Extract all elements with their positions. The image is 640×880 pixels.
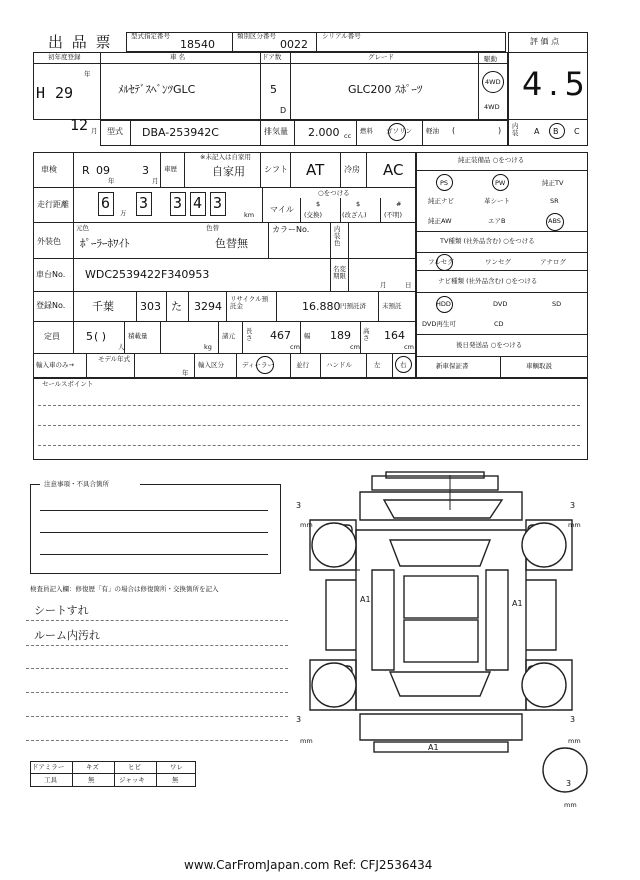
interior-b: B (553, 127, 559, 136)
damage-mark: A1 (428, 743, 439, 752)
import-class-label: 輸入区分 (198, 361, 224, 369)
unknown-label: (不明) (384, 211, 403, 219)
left-label: 左 (374, 361, 381, 369)
length-label: 長さ (246, 327, 253, 342)
tire-unit: mm (300, 521, 313, 529)
doors-label: ドア数 (262, 53, 282, 61)
capacity-label: 定員 (44, 332, 60, 341)
model-label: 型式 (107, 127, 123, 136)
equip-leather: 革シート (484, 197, 510, 205)
tools-cell: ジャッキ (119, 776, 145, 784)
make-value: ﾒﾙｾﾃﾞｽﾍﾞﾝﾂGLC (118, 83, 196, 96)
class-label: 類別区分番号 (237, 32, 276, 40)
capacity-value: 5 (86, 330, 93, 343)
fuel-label: 燃料 (360, 127, 373, 135)
mileage-digit: 3 (139, 194, 149, 212)
inspector-label: 検査員記入欄：修復歴「有」の場合は修復箇所・交換箇所を記入 (30, 585, 219, 593)
nav-sd: SD (552, 300, 562, 308)
tv-oneseg: ワンセグ (485, 258, 511, 266)
mileage-digit: 3 (173, 194, 183, 212)
doors-value: 5 (270, 83, 277, 96)
orig-color-label: 元色 (76, 224, 89, 232)
namechange-month: 月 (380, 281, 387, 289)
disp-label: 排気量 (264, 127, 288, 136)
color-label: 外装色 (37, 237, 61, 246)
month-mark: 月 (91, 127, 98, 135)
equip-airbag: エアB (488, 217, 506, 225)
inspection-month: 3 (142, 164, 149, 177)
chassis-label: 車台No. (36, 270, 66, 279)
model-value: DBA-253942C (142, 126, 219, 139)
interior-label: 内装 (512, 122, 519, 137)
equip-ps: PS (440, 179, 449, 187)
equip-aw: 純正AW (428, 217, 452, 225)
orig-color-value: ﾎﾟｰﾗｰﾎﾜｲﾄ (80, 237, 130, 250)
tools-cell: 工具 (44, 776, 57, 784)
damage-mark: A1 (360, 595, 371, 604)
use-note: ※未記入は自家用 (200, 153, 251, 161)
ac-label: 冷房 (344, 165, 360, 174)
mileage-digit: 3 (213, 194, 223, 212)
tire-depth-spare: 3 (566, 779, 572, 788)
score-value: 4.5 (522, 65, 591, 103)
tools-cell: 無 (172, 776, 179, 784)
equip-pw: PW (495, 179, 506, 187)
tire-unit: mm (564, 801, 577, 809)
equipment-header: 純正装備品 ○をつける (458, 156, 525, 164)
change-label: 色替 (206, 224, 219, 232)
oil-paren-open: ( (452, 126, 456, 135)
tire-depth-fl: 3 (296, 501, 302, 510)
type-label: 型式指定番号 (131, 32, 170, 40)
namechange-day: 日 (405, 281, 412, 289)
grade-label: グレード (368, 53, 394, 61)
first-reg-era: H (36, 84, 46, 102)
nav-dvd: DVD (493, 300, 508, 308)
grade-value: GLC200 ｽﾎﾟｰﾂ (348, 83, 423, 96)
tire-depth-rl: 3 (296, 715, 302, 724)
make-label: 車 名 (170, 53, 186, 61)
oil-paren-close: ) (498, 126, 502, 135)
intcolor-label: 内装色 (334, 225, 341, 247)
later-header: 後日発送品 ○をつける (456, 341, 523, 349)
mileage-label: 走行距離 (37, 200, 69, 209)
recycle-value: 16.880 (302, 300, 341, 313)
model-year-unit: 年 (182, 369, 189, 377)
tire-depth-fr: 3 (570, 501, 576, 510)
tools-header: ヒビ (128, 763, 141, 771)
drive-label: 駆動 (484, 55, 497, 63)
equip-nav: 純正ナビ (428, 197, 454, 205)
tools-header: ドアミラー (32, 763, 65, 771)
defects-label: 注意事項・不具合箇所 (44, 480, 109, 488)
capacity-paren: ( ) (94, 330, 107, 343)
dims-label: 諸元 (222, 332, 235, 340)
use-label: 車歴 (164, 165, 177, 173)
import-label: 輸入車のみ→ (36, 361, 74, 369)
footer-reference: www.CarFromJapan.com Ref: CFJ2536434 (184, 858, 433, 872)
model-year-label: モデル年式 (98, 355, 131, 363)
tools-header: ワレ (170, 763, 183, 771)
height-label: 高さ (363, 327, 370, 342)
tv-header: TV種類 (社外品含む) ○をつける (440, 237, 535, 245)
first-reg-month: 12 (70, 116, 89, 134)
circle-note: ○をつける (318, 189, 350, 197)
equip-abs: ABS (548, 217, 561, 225)
tools-cell: 無 (88, 776, 95, 784)
unknown-mark: # (396, 200, 402, 208)
mileage-digit: 4 (193, 194, 203, 212)
tire-unit: mm (568, 521, 581, 529)
length-unit: cm (290, 343, 300, 351)
shift-value: AT (306, 161, 325, 179)
interior-c: C (574, 127, 580, 136)
capacity-unit: 人 (118, 343, 125, 351)
tv-fullseg: フルセグ (428, 258, 454, 266)
load-unit: kg (204, 343, 212, 351)
year-mark: 年 (84, 70, 91, 78)
drive-circled: 4WD (485, 78, 501, 86)
drive-value: 4WD (484, 103, 500, 111)
doors-d: D (280, 106, 287, 115)
reg-kana: た (171, 300, 182, 313)
tamper-mark: $ (356, 200, 361, 208)
later-warranty: 新車保証書 (436, 362, 469, 370)
nav-cd: CD (494, 320, 504, 328)
disp-unit: cc (344, 132, 352, 140)
tamper-label: (改ざん) (342, 211, 367, 219)
length-value: 467 (270, 329, 291, 342)
fuel-value: ガソリン (386, 127, 412, 135)
recycle-label: リサイクル預託金 (230, 295, 269, 311)
nav-hdd: HDD (436, 300, 451, 308)
mileage-km-unit: km (244, 211, 255, 219)
namechange-label: 名変期限 (333, 265, 346, 280)
tv-analog: アナログ (540, 258, 566, 266)
height-value: 164 (384, 329, 405, 342)
sheet-title: 出 品 票 (48, 33, 113, 51)
reg-class: 303 (140, 300, 161, 313)
use-value: 自家用 (212, 165, 245, 178)
damage-mark: A1 (512, 599, 523, 608)
tire-depth-rr: 3 (570, 715, 576, 724)
width-value: 189 (330, 329, 351, 342)
height-unit: cm (404, 343, 414, 351)
chassis-value: WDC2539422F340953 (85, 268, 210, 281)
shift-label: シフト (264, 165, 288, 174)
inspection-label: 車検 (41, 165, 57, 174)
tire-unit: mm (568, 737, 581, 745)
later-manual: 車輌取説 (526, 362, 552, 370)
equip-tv: 純正TV (542, 179, 564, 187)
ac-value: AC (383, 161, 404, 179)
interior-a: A (534, 127, 540, 136)
type-value: 18540 (180, 38, 215, 51)
load-label: 積載量 (128, 332, 148, 340)
note-line: ルーム内汚れ (34, 629, 100, 642)
reg-number: 3294 (194, 300, 222, 313)
inspection-year: 09 (96, 164, 110, 177)
inspection-year-unit: 年 (108, 177, 115, 185)
oil-label: 軽油 (426, 127, 439, 135)
parallel-label: 並行 (296, 361, 309, 369)
serial-label: シリアル番号 (322, 32, 361, 40)
mile-label: マイル (270, 205, 294, 214)
colorno-label: カラーNo. (272, 225, 310, 234)
vehicle-diagram (290, 470, 600, 810)
note-line: シートすれ (34, 604, 89, 617)
recycle-unpaid: 未預託 (382, 302, 402, 310)
exchange-label: (交換) (304, 211, 323, 219)
width-unit: cm (350, 343, 360, 351)
mileage-digit: 6 (101, 194, 111, 212)
reg-area: 千葉 (92, 300, 114, 313)
right-label: 右 (400, 361, 407, 369)
sales-point-label: セールスポイント (42, 380, 94, 388)
exchange-mark: $ (316, 200, 321, 208)
handle-label: ハンドル (326, 361, 352, 369)
nav-dvdplay: DVD再生可 (422, 320, 456, 328)
tire-unit: mm (300, 737, 313, 745)
inspection-era: R (82, 164, 90, 177)
score-label: 評 価 点 (530, 37, 560, 46)
registration-label: 登録No. (36, 301, 66, 310)
class-value: 0022 (280, 38, 308, 51)
nav-header: ナビ種類 (社外品含む) ○をつける (438, 277, 538, 285)
disp-value: 2.000 (308, 126, 340, 139)
mileage-man-unit: 万 (120, 209, 127, 217)
change-value: 色替無 (215, 237, 248, 250)
equip-sr: SR (550, 197, 559, 205)
tools-header: キズ (86, 763, 99, 771)
dealer-label: ディーラー (242, 361, 274, 369)
width-label: 幅 (304, 332, 311, 340)
recycle-status: 円預託済 (340, 302, 366, 310)
first-reg-year: 29 (55, 84, 74, 102)
first-reg-label: 初年度登録 (48, 53, 81, 61)
inspection-month-unit: 月 (152, 177, 159, 185)
sales-point-box (33, 378, 588, 460)
